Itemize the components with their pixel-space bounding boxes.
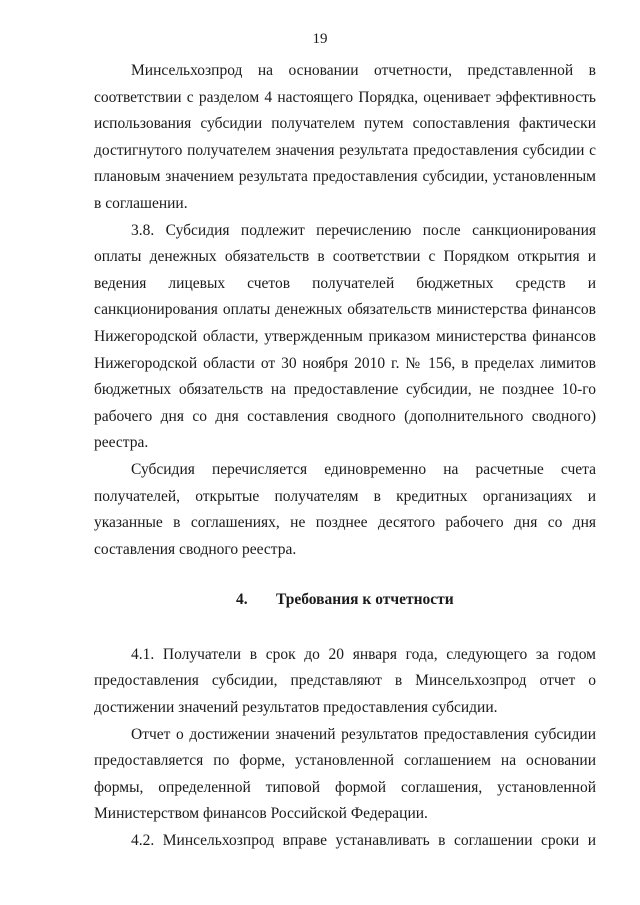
section-title: Требования к отчетности [276,591,454,609]
section-number: 4. [236,591,248,609]
paragraph: Отчет о достижении значений результатов предоставления субсидии предоставляется по форме, установленной соглашением на основании формы, определенной типовой формой соглашения, установленной Министерством финансов Российской Федерации. [94,725,596,823]
paragraph: Минсельхозпрод на основании отчетности, представленной в соответствии с разделом 4 настоящего Порядка, оценивает эффективность использования субсидии получателем путем сопоставления фактически достигнутого получателем значения результата предоставления субсидии с плановым значением результата предоставления субсидии, установленным в соглашении. [94,62,596,212]
document-body [94,58,596,855]
paragraph: Субсидия перечисляется единовременно на расчетные счета получателей, открытые получателям в кредитных организациях и указанные в соглашениях, не позднее десятого рабочего дня со дня составления сводного реестра. [94,460,596,558]
paragraph: 3.8. Субсидия подлежит перечислению после санкционирования оплаты денежных обязательств в соответствии с Порядком открытия и ведения лицевых счетов получателей бюджетных средств и санкционирования оплаты денежных обязательств министерства финансов Нижегородской области, утвержденным приказом министерства финансов Нижегородской области от 30 ноября 2010 г. № 156, в пределах лимитов бюджетных обязательств на предоставление субсидии, не позднее 10-го рабочего дня со дня составления сводного (дополнительного сводного) реестра. [94,221,596,452]
page-number: 19 [312,31,328,47]
section-heading [94,587,596,614]
paragraph: 4.1. Получатели в срок до 20 января года, следующего за годом предоставления субсидии, представляют в Минсельхозпрод отчет о достижении значений результатов предоставления субсидии. [94,645,596,717]
paragraph: 4.2. Минсельхозпрод вправе устанавливать в соглашении сроки и [131,832,596,850]
